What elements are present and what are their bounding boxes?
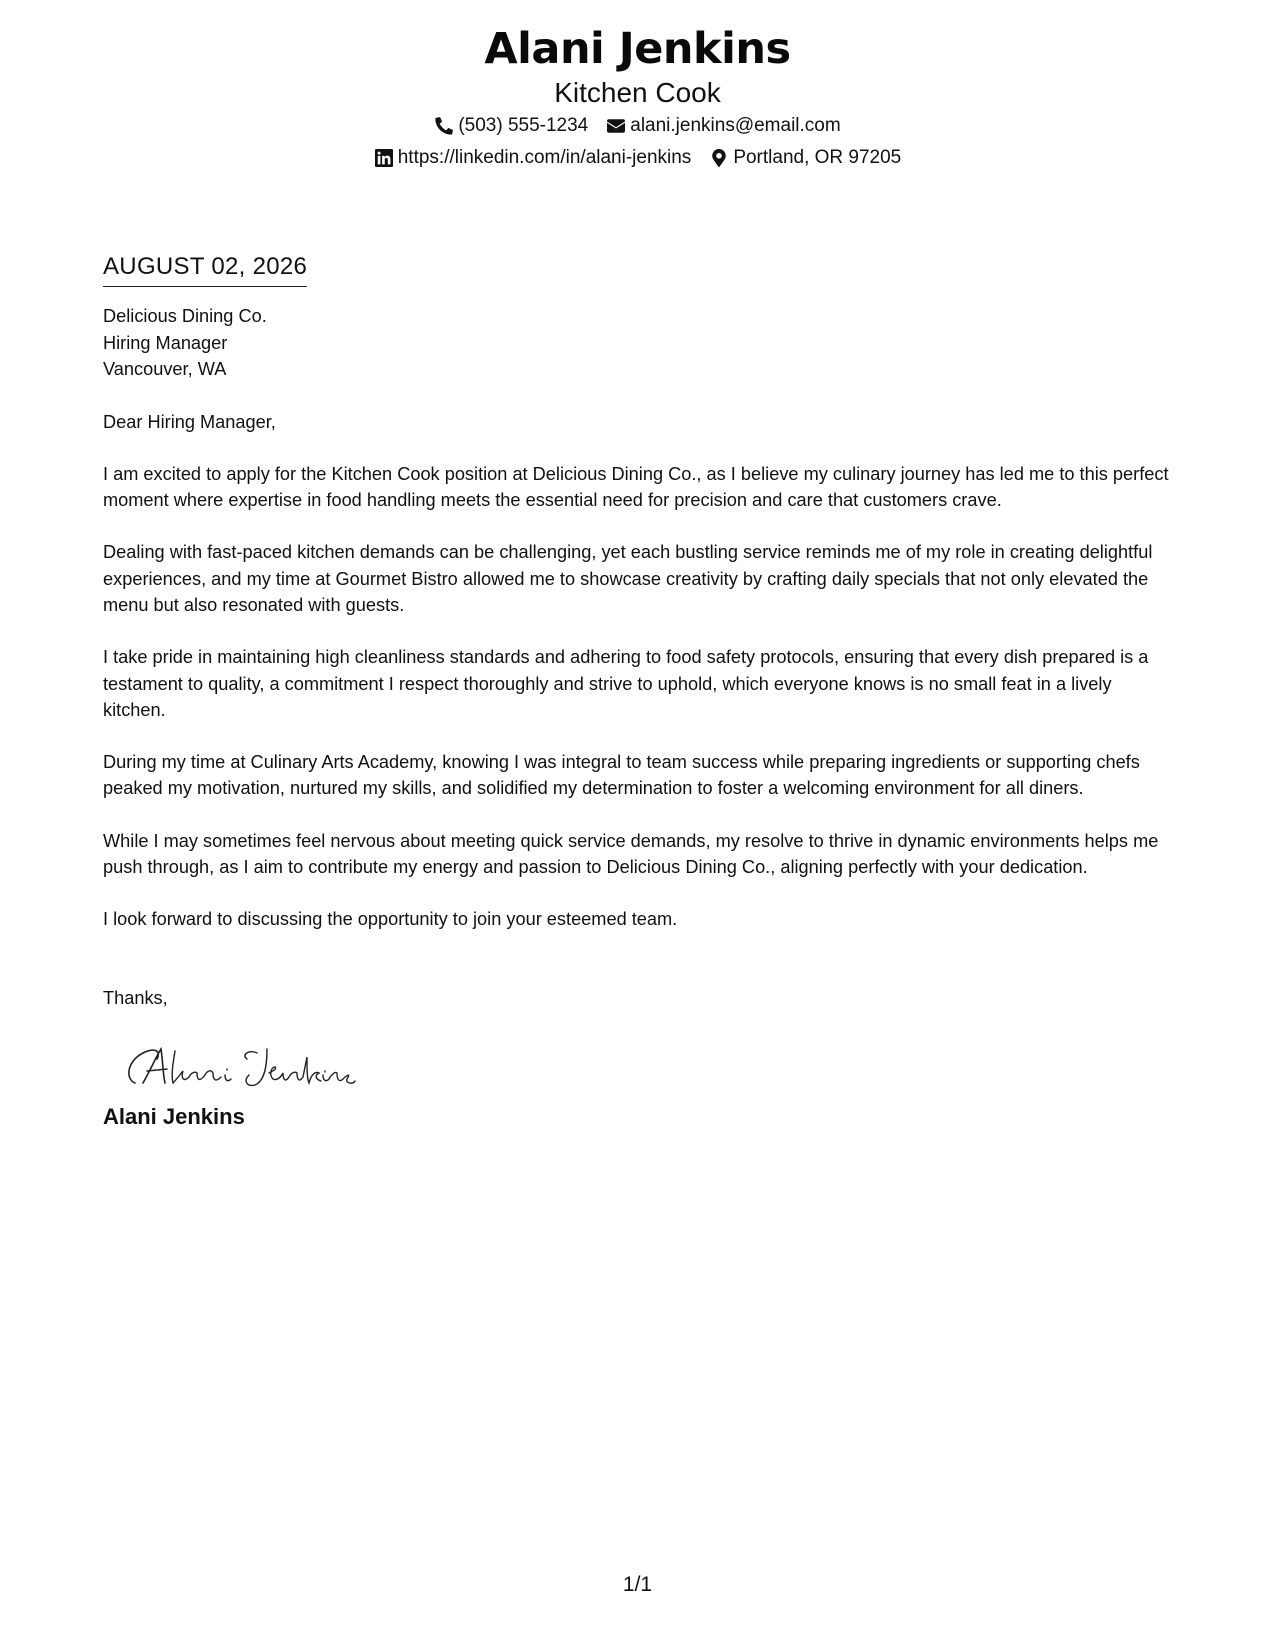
map-pin-icon [709,148,729,168]
recipient-block [103,303,1178,383]
applicant-name: Alani Jenkins [484,24,791,74]
signer-name: Alani Jenkins [103,1103,245,1129]
recipient-location: Vancouver, WA [103,359,227,379]
recipient-company: Delicious Dining Co. [103,306,267,326]
contact-line-primary [0,110,1275,142]
salutation: Dear Hiring Manager, [103,411,276,432]
location-contact [709,142,901,174]
closing: Thanks, [103,987,168,1008]
phone-icon [434,116,454,136]
email-address[interactable]: alani.jenkins@email.com [630,115,841,136]
email-contact[interactable] [606,110,840,142]
paragraph-4: During my time at Culinary Arts Academy, knowing I was integral to team success while preparing ingredients or supporting chefs peaked my motivation, nurtured my skills, and solidified my determination to foster a welcoming environment for all diners. [103,752,1140,799]
paragraph-6: I look forward to discussing the opportunity to join your esteemed team. [103,909,678,930]
contact-line-secondary [0,142,1275,174]
page-number: 1/1 [622,1573,653,1596]
envelope-icon [606,116,626,136]
paragraph-1: I am excited to apply for the Kitchen Cook position at Delicious Dining Co., as I believe my culinary journey has led me to this perfect moment where expertise in food handling meets the essential need for precision and care that customers crave. [103,463,1169,511]
handwritten-signature [117,1039,1178,1091]
linkedin-url[interactable]: https://linkedin.com/in/alani-jenkins [397,147,692,168]
paragraph-2: Dealing with fast-paced kitchen demands can be challenging, yet each bustling service reminds me of my role in creating delightful experiences, and my time at Gourmet Bistro allowed me to showcase creativity by crafting daily specials that not only elevated the menu but also resonated with guests. [103,542,1153,615]
paragraph-3: I take pride in maintaining high cleanliness standards and adhering to food safety protocols, ensuring that every dish prepared is a testament to quality, a commitment I respect thoroughly and strive to uphold, which everyone knows is no small feat in a lively kitchen. [103,647,1149,720]
recipient-title: Hiring Manager [103,332,228,353]
phone-number: (503) 555-1234 [458,115,589,136]
signature-graphic [117,1039,357,1091]
letter-body [103,252,1178,1131]
applicant-role: Kitchen Cook [554,77,721,108]
paragraph-5: While I may sometimes feel nervous about meeting quick service demands, my resolve to thrive in dynamic environments helps me push through, as I aim to contribute my energy and passion to Delicious Dining Co., aligning perfectly with your dedication. [103,830,1159,878]
linkedin-contact[interactable] [374,142,692,174]
location-text: Portland, OR 97205 [733,147,902,168]
letter-header [0,22,1275,174]
linkedin-icon [374,148,394,168]
phone-contact [434,110,588,142]
letter-date: AUGUST 02, 2026 [103,252,307,287]
